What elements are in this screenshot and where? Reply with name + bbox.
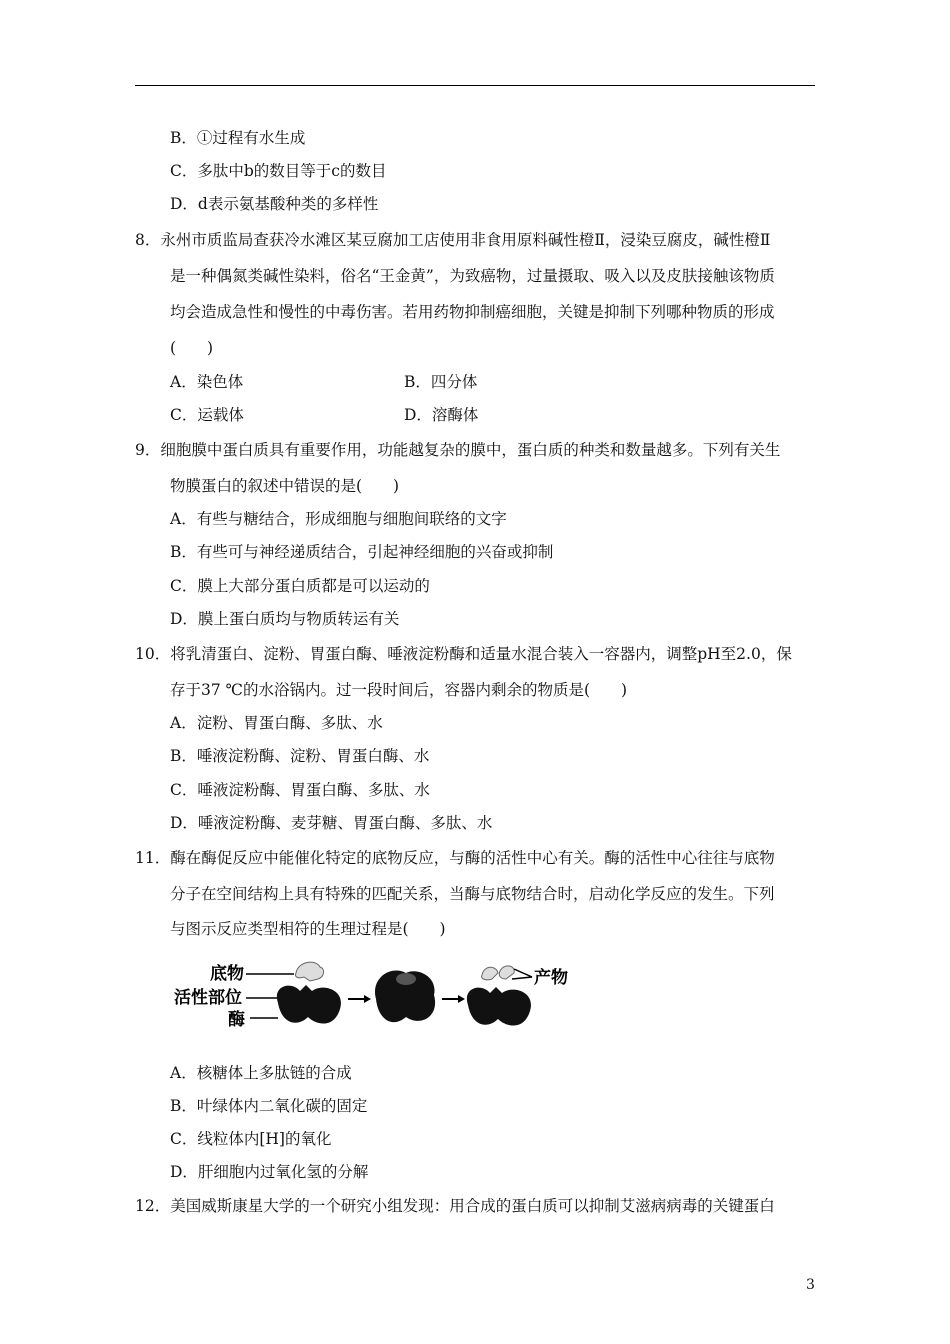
q8-option-c: C．运载体 xyxy=(170,406,244,424)
q11-stem-line2: 分子在空间结构上具有特殊的匹配关系，当酶与底物结合时，启动化学反应的发生。下列 xyxy=(170,885,775,903)
arrow-1-head xyxy=(364,995,371,1003)
q12-stem-line1: 12．美国威斯康星大学的一个研究小组发现：用合成的蛋白质可以抑制艾滋病病毒的关键蛋白 xyxy=(135,1197,775,1215)
label-product: 产物 xyxy=(534,968,568,988)
q11-stem-line3: 与图示反应类型相符的生理过程是( ) xyxy=(170,920,446,938)
complex-highlight xyxy=(396,973,416,985)
q7-option-d: D．d表示氨基酸种类的多样性 xyxy=(170,195,379,213)
enzyme-reaction-diagram xyxy=(174,955,580,1035)
q9-option-a: A．有些与糖结合，形成细胞与细胞间联络的文字 xyxy=(170,510,507,528)
label-enzyme: 酶 xyxy=(228,1010,245,1030)
label-active-site: 活性部位 xyxy=(174,988,242,1008)
q10-stem-line2: 存于37 ℃的水浴锅内。过一段时间后，容器内剩余的物质是( ) xyxy=(170,681,628,699)
q9-option-c: C．膜上大部分蛋白质都是可以运动的 xyxy=(170,577,430,595)
header-rule xyxy=(135,85,815,86)
q7-option-b: B．①过程有水生成 xyxy=(170,129,306,147)
q9-option-d: D．膜上蛋白质均与物质转运有关 xyxy=(170,610,400,628)
q7-option-c: C．多肽中b的数目等于c的数目 xyxy=(170,162,387,180)
q10-option-c: C．唾液淀粉酶、胃蛋白酶、多肽、水 xyxy=(170,781,430,799)
enzyme-shape-1 xyxy=(277,985,341,1024)
q9-option-b: B．有些可与神经递质结合，引起神经细胞的兴奋或抑制 xyxy=(170,543,554,561)
product-shape-2 xyxy=(499,966,514,979)
q8-stem-line2: 是一种偶氮类碱性染料，俗名“王金黄”，为致癌物，过量摄取、吸入以及皮肤接触该物质 xyxy=(170,267,775,285)
q8-option-d: D．溶酶体 xyxy=(404,406,479,424)
leader-product-2 xyxy=(512,977,532,979)
enzyme-shape-2 xyxy=(467,987,531,1026)
enzyme-reaction-figure xyxy=(174,955,580,1035)
q11-option-d: D．肝细胞内过氧化氢的分解 xyxy=(170,1163,369,1181)
leader-product-1 xyxy=(514,969,532,977)
page-number: 3 xyxy=(806,1277,815,1293)
q10-option-b: B．唾液淀粉酶、淀粉、胃蛋白酶、水 xyxy=(170,747,430,765)
substrate-shape xyxy=(295,962,323,981)
label-substrate: 底物 xyxy=(210,964,244,984)
q11-stem-line1: 11．酶在酶促反应中能催化特定的底物反应，与酶的活性中心有关。酶的活性中心往往与底物 xyxy=(135,849,775,867)
q8-answer-blank: ( ) xyxy=(170,339,214,357)
q9-stem-line2: 物膜蛋白的叙述中错误的是( ) xyxy=(170,477,400,495)
product-shape-1 xyxy=(482,967,498,980)
q11-option-a: A．核糖体上多肽链的合成 xyxy=(170,1064,352,1082)
arrow-2-head xyxy=(458,995,465,1003)
q8-stem-line1: 8．永州市质监局查获冷水滩区某豆腐加工店使用非食用原料碱性橙Ⅱ，浸染豆腐皮，碱性橙Ⅱ xyxy=(135,231,771,249)
q8-option-b: B．四分体 xyxy=(404,373,478,391)
q10-stem-line1: 10．将乳清蛋白、淀粉、胃蛋白酶、唾液淀粉酶和适量水混合装入一容器内，调整pH至2.0，保 xyxy=(135,645,792,663)
q10-option-d: D．唾液淀粉酶、麦芽糖、胃蛋白酶、多肽、水 xyxy=(170,814,493,832)
q10-option-a: A．淀粉、胃蛋白酶、多肽、水 xyxy=(170,714,383,732)
q11-option-c: C．线粒体内[H]的氧化 xyxy=(170,1130,332,1148)
q8-option-a: A．染色体 xyxy=(170,373,244,391)
q9-stem-line1: 9．细胞膜中蛋白质具有重要作用，功能越复杂的膜中，蛋白质的种类和数量越多。下列有关生 xyxy=(135,441,781,459)
q11-option-b: B．叶绿体内二氧化碳的固定 xyxy=(170,1097,368,1115)
q8-stem-line3: 均会造成急性和慢性的中毒伤害。若用药物抑制癌细胞，关键是抑制下列哪种物质的形成 xyxy=(170,303,775,321)
